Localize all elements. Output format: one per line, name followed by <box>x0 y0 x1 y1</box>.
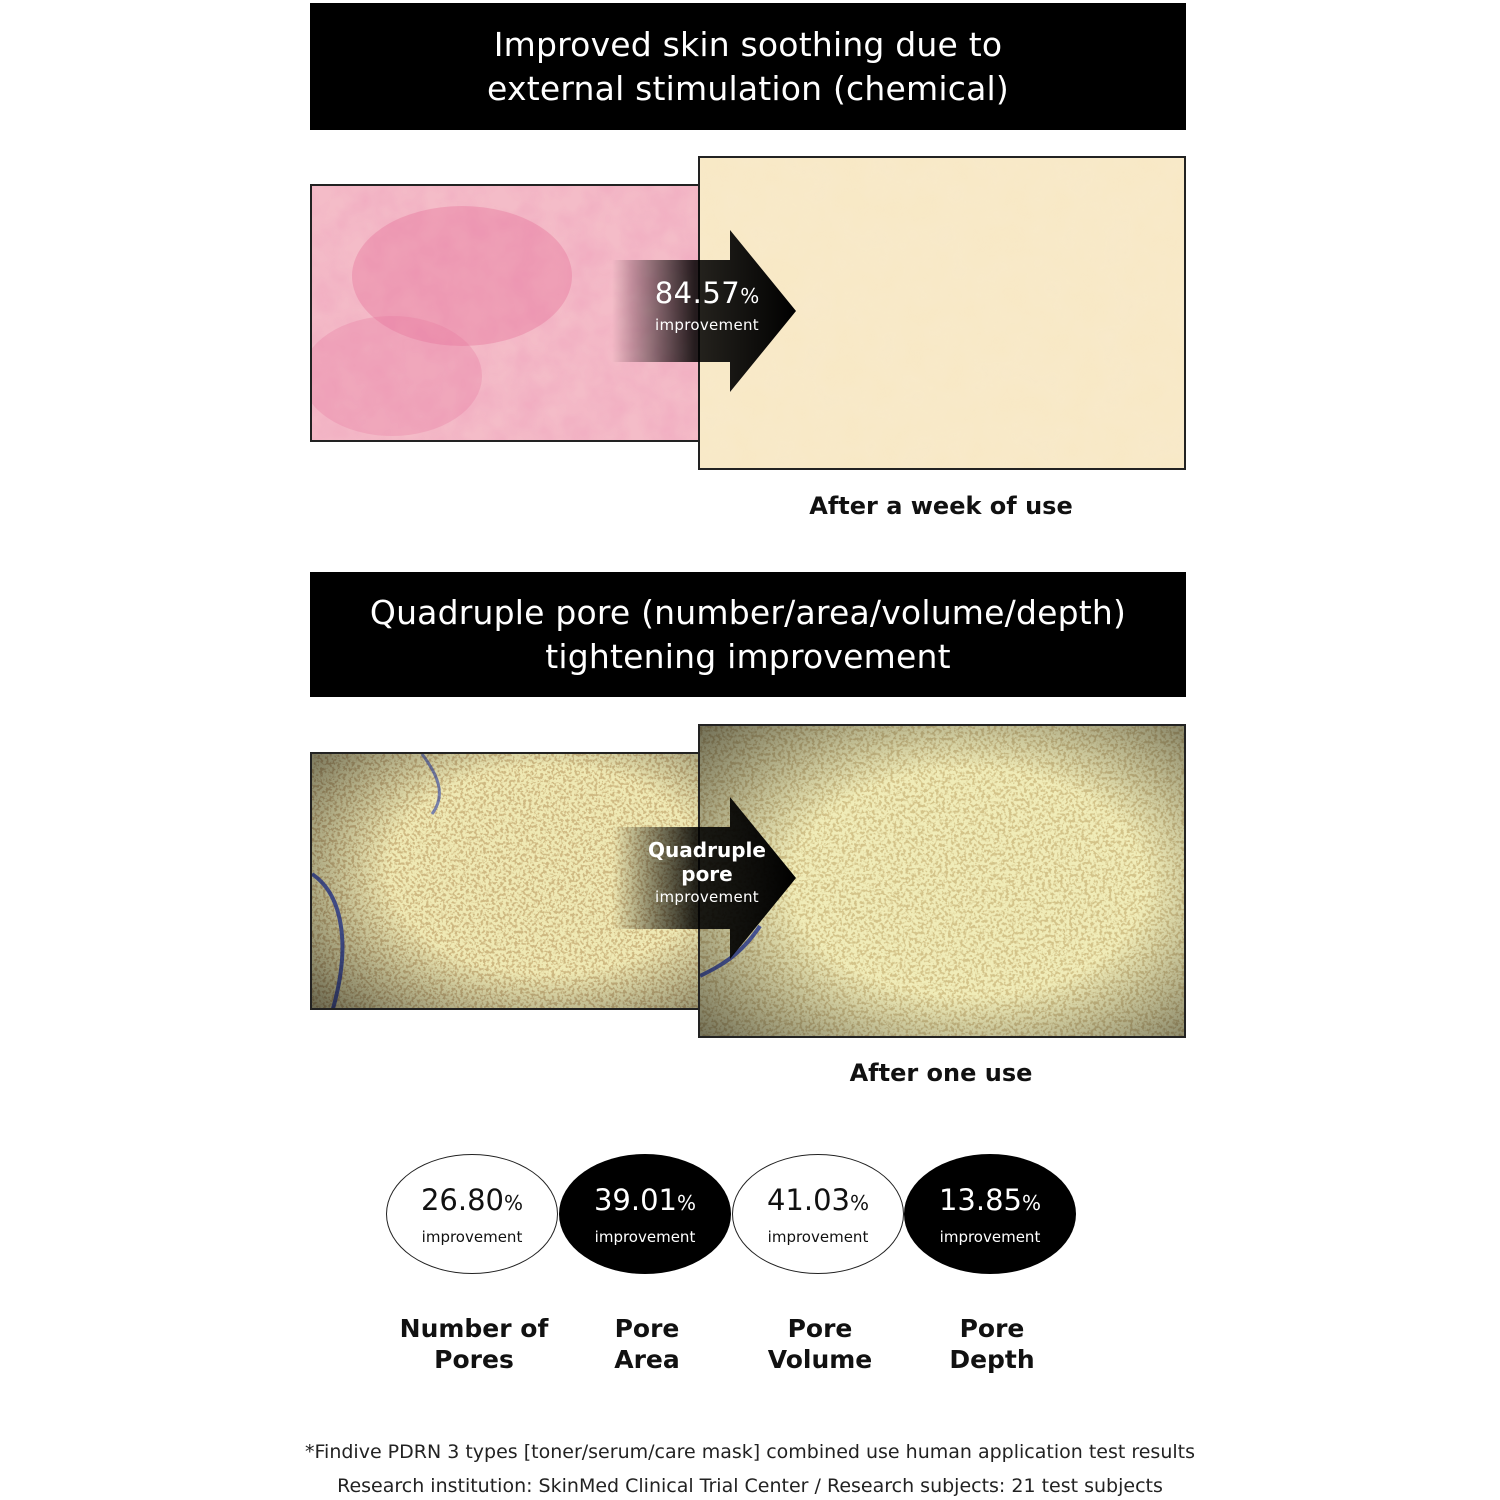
metric-number: 26.80 <box>420 1182 504 1217</box>
section1-title-line2: external stimulation (chemical) <box>487 68 1009 108</box>
metric-name-line1: Number of <box>399 1314 549 1343</box>
section1-title-line1: Improved skin soothing due to <box>493 24 1003 64</box>
metric-sub-label: improvement <box>939 1227 1041 1246</box>
metric-value <box>939 1183 1041 1220</box>
section1-caption: After a week of use <box>809 492 1073 520</box>
metric-number: 13.85 <box>938 1182 1022 1217</box>
metric-name-pore-volume <box>734 1313 906 1375</box>
metric-circle-pore-area <box>559 1154 731 1274</box>
metric-unit: % <box>504 1190 524 1215</box>
metric-circle-pore-number <box>386 1154 558 1274</box>
section2-title-line1: Quadruple pore (number/area/volume/depth) <box>369 592 1127 632</box>
arrow2-line2: pore <box>681 862 733 886</box>
metric-name-line2: Area <box>614 1345 680 1374</box>
metric-name-pore-depth <box>906 1313 1078 1375</box>
metric-number: 39.01 <box>593 1182 677 1217</box>
metric-name-line2: Depth <box>949 1345 1035 1374</box>
arrow1-value: 84.57 <box>654 276 741 310</box>
metric-number: 41.03 <box>766 1182 850 1217</box>
metric-sub-label: improvement <box>421 1227 523 1246</box>
metric-unit: % <box>677 1190 697 1215</box>
arrow1-percent <box>622 276 792 310</box>
metric-name-line2: Volume <box>767 1345 873 1374</box>
metric-unit: % <box>850 1190 870 1215</box>
section2-title-banner <box>310 572 1186 697</box>
metric-unit: % <box>1022 1190 1042 1215</box>
metric-name-line1: Pore <box>614 1314 680 1343</box>
metric-name-pore-area <box>561 1313 733 1375</box>
metric-sub-label: improvement <box>767 1227 869 1246</box>
metric-name-line1: Pore <box>787 1314 853 1343</box>
metric-circle-pore-volume <box>732 1154 904 1274</box>
footnote-test-results: *Findive PDRN 3 types [toner/serum/care mask] combined use human application test results <box>305 1441 1195 1463</box>
metric-name-line2: Pores <box>434 1345 514 1374</box>
arrow2-line1: Quadruple <box>648 838 766 862</box>
section2-title-line2: tightening improvement <box>545 636 951 676</box>
metric-value <box>767 1183 869 1220</box>
arrow1-text <box>622 276 792 334</box>
metric-sub-label: improvement <box>594 1227 696 1246</box>
metric-value <box>421 1183 523 1220</box>
arrow2-label: improvement <box>655 888 759 906</box>
arrow1-unit: % <box>740 284 760 308</box>
arrow2-text <box>622 838 792 906</box>
metric-value <box>594 1183 696 1220</box>
section2-caption: After one use <box>849 1059 1033 1087</box>
section1-title-banner <box>310 3 1186 130</box>
metric-circle-pore-depth <box>904 1154 1076 1274</box>
arrow1-label: improvement <box>655 316 759 334</box>
metric-name-pore-number <box>388 1313 560 1375</box>
metric-name-line1: Pore <box>959 1314 1025 1343</box>
footnote-research-info: Research institution: SkinMed Clinical Trial Center / Research subjects: 21 test subjects <box>337 1475 1163 1497</box>
